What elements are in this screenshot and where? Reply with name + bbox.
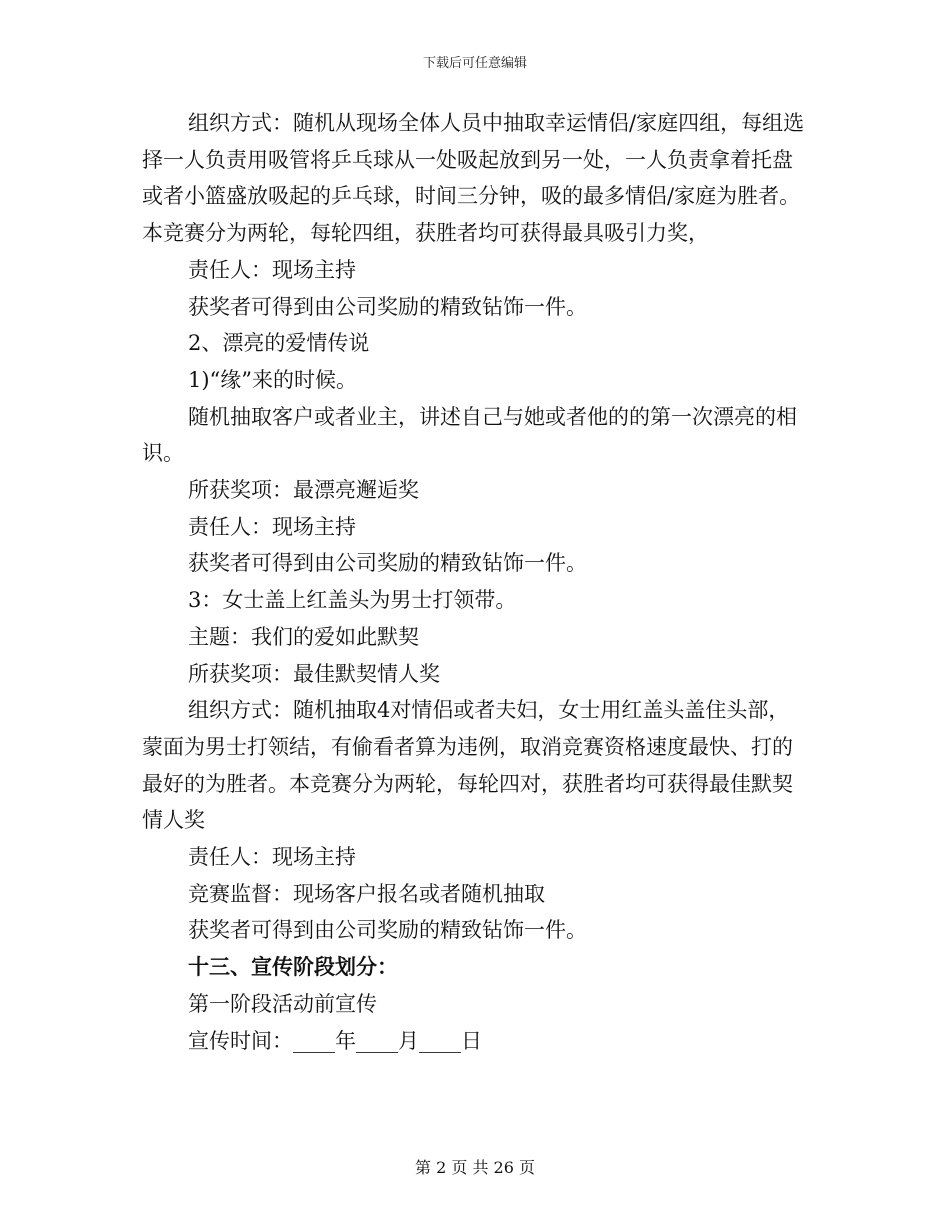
paragraph: 1)“缘”来的时候。 bbox=[188, 367, 358, 392]
page-footer: 第 2 页 共 26 页 bbox=[415, 1158, 535, 1177]
paragraph: 竞赛监督：现场客户报名或者随机抽取 bbox=[188, 881, 545, 906]
paragraph: 所获奖项：最漂亮邂逅奖 bbox=[188, 478, 419, 503]
paragraph: 获奖者可得到由公司奖励的精致钻饰一件。 bbox=[188, 551, 587, 576]
section-heading: 十三、宣传阶段划分： bbox=[188, 954, 398, 980]
paragraph: 获奖者可得到由公司奖励的精致钻饰一件。 bbox=[188, 918, 587, 943]
paragraph: 宣传时间：____年____月____日 bbox=[188, 1028, 482, 1053]
document-body bbox=[142, 105, 810, 1059]
paragraph: 组织方式：随机从现场全体人员中抽取幸运情侣/家庭四组，每组选择一人负责用吸管将乒乓球从一处吸起放到另一处，一人负责拿着托盘或者小篮盛放吸起的乒乓球，时间三分钟，吸的最多情侣/家庭为胜者。本竞赛分为两轮，每轮四组，获胜者均可获得最具吸引力奖， bbox=[142, 111, 805, 246]
paragraph: 责任人：现场主持 bbox=[188, 845, 356, 870]
page-header: 下载后可任意编辑 bbox=[422, 56, 527, 71]
paragraph: 责任人：现场主持 bbox=[188, 514, 356, 539]
paragraph: 2、漂亮的爱情传说 bbox=[188, 331, 370, 356]
paragraph: 第一阶段活动前宣传 bbox=[188, 991, 377, 1016]
paragraph: 所获奖项：最佳默契情人奖 bbox=[188, 661, 440, 686]
paragraph: 获奖者可得到由公司奖励的精致钻饰一件。 bbox=[188, 294, 587, 319]
paragraph: 随机抽取客户或者业主，讲述自己与她或者他的的第一次漂亮的相识。 bbox=[142, 404, 797, 466]
paragraph: 责任人：现场主持 bbox=[188, 257, 356, 282]
paragraph: 主题：我们的爱如此默契 bbox=[188, 624, 419, 649]
paragraph: 组织方式：随机抽取4对情侣或者夫妇，女士用红盖头盖住头部，蒙面为男士打领结，有偷看者算为违例，取消竞赛资格速度最快、打的最好的为胜者。本竞赛分为两轮，每轮四对，获胜者均可获得最佳默契情人奖 bbox=[142, 698, 793, 833]
paragraph: 3：女士盖上红盖头为男士打领带。 bbox=[188, 588, 517, 613]
